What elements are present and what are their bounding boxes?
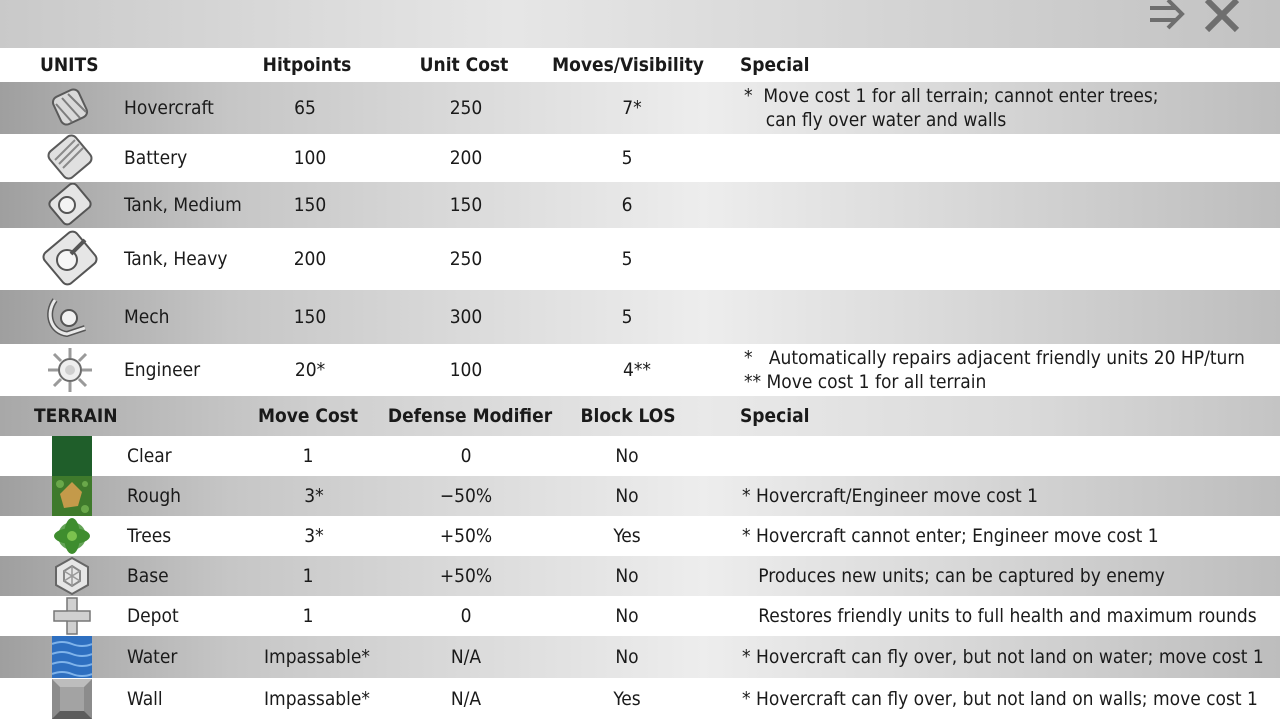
unit-hitpoints: 65 <box>294 97 316 119</box>
water-terrain-icon <box>50 636 94 678</box>
unit-row-mech[interactable] <box>0 290 1280 344</box>
terrain-name: Trees <box>127 525 172 547</box>
terrain-move-cost: 1 <box>302 605 314 627</box>
unit-hitpoints: 100 <box>293 147 327 169</box>
unit-hitpoints: 20* <box>294 359 326 381</box>
terrain-name: Wall <box>127 688 163 710</box>
depot-icon <box>50 596 94 636</box>
move-cost-header: Move Cost <box>257 405 359 427</box>
terrain-row-rough[interactable] <box>0 476 1280 516</box>
unit-row-hovercraft[interactable] <box>0 82 1280 134</box>
wall-terrain-icon <box>50 678 94 720</box>
defense-modifier-header: Defense Modifier <box>387 405 553 427</box>
unit-name: Mech <box>124 306 170 328</box>
unit-special: * Move cost 1 for all terrain; cannot enter trees; can fly over water and walls <box>744 85 1159 131</box>
terrain-title: TERRAIN <box>34 405 118 427</box>
terrain-special: * Hovercraft can fly over, but not land on walls; move cost 1 <box>742 688 1258 710</box>
hitpoints-header: Hitpoints <box>262 54 352 76</box>
terrain-special-header: Special <box>740 405 810 427</box>
terrain-move-cost: Impassable* <box>264 688 370 710</box>
mech-icon <box>40 290 100 344</box>
engineer-icon <box>40 344 100 396</box>
terrain-special: * Hovercraft can fly over, but not land on water; move cost 1 <box>742 646 1264 668</box>
terrain-special: * Hovercraft/Engineer move cost 1 <box>742 485 1039 507</box>
terrain-special: Restores friendly units to full health and maximum rounds <box>742 605 1257 627</box>
terrain-block-los: Yes <box>613 525 641 547</box>
unit-hitpoints: 150 <box>293 194 327 216</box>
heavy-tank-icon <box>38 228 102 290</box>
unit-row-battery[interactable] <box>0 134 1280 182</box>
trees-terrain-icon <box>50 516 94 556</box>
unit-moves: 5 <box>621 248 633 270</box>
unit-moves: 6 <box>621 194 633 216</box>
clear-terrain-icon <box>50 436 94 476</box>
terrain-name: Water <box>127 646 178 668</box>
terrain-block-los: No <box>615 565 639 587</box>
unit-name: Engineer <box>124 359 201 381</box>
terrain-name: Rough <box>127 485 182 507</box>
unit-cost: 250 <box>449 97 483 119</box>
terrain-move-cost: 3* <box>304 485 324 507</box>
terrain-name: Depot <box>127 605 179 627</box>
unit-row-medium-tank[interactable] <box>0 182 1280 228</box>
terrain-block-los: No <box>615 485 639 507</box>
unit-name: Hovercraft <box>124 97 214 119</box>
terrain-header-row <box>0 396 1280 436</box>
unit-moves: 5 <box>621 147 633 169</box>
terrain-block-los: Yes <box>613 688 641 710</box>
unit-hitpoints: 200 <box>293 248 327 270</box>
terrain-block-los: No <box>615 646 639 668</box>
terrain-row-water[interactable] <box>0 636 1280 678</box>
unit-moves: 7* <box>622 97 642 119</box>
unit-name: Tank, Medium <box>124 194 242 216</box>
base-icon <box>50 556 94 596</box>
unit-row-engineer[interactable] <box>0 344 1280 396</box>
terrain-block-los: No <box>615 445 639 467</box>
units-title: UNITS <box>40 54 99 76</box>
top-bar <box>0 0 1280 48</box>
terrain-row-wall[interactable] <box>0 678 1280 720</box>
unit-cost: 200 <box>449 147 483 169</box>
medium-tank-icon <box>40 182 100 228</box>
unit-name: Battery <box>124 147 188 169</box>
terrain-special: Produces new units; can be captured by enemy <box>742 565 1165 587</box>
unit-moves: 4** <box>623 359 651 381</box>
hovercraft-icon <box>40 82 100 134</box>
terrain-move-cost: 1 <box>302 565 314 587</box>
unit-cost-header: Unit Cost <box>419 54 509 76</box>
unit-cost: 250 <box>449 248 483 270</box>
unit-special: * Automatically repairs adjacent friendly units 20 HP/turn ** Move cost 1 for all terrain <box>744 347 1245 393</box>
terrain-move-cost: Impassable* <box>264 646 370 668</box>
units-special-header: Special <box>740 54 810 76</box>
terrain-row-base[interactable] <box>0 556 1280 596</box>
moves-visibility-header: Moves/Visibility <box>552 54 704 76</box>
terrain-row-clear[interactable] <box>0 436 1280 476</box>
terrain-special: * Hovercraft cannot enter; Engineer move cost 1 <box>742 525 1159 547</box>
unit-hitpoints: 150 <box>293 306 327 328</box>
unit-cost: 100 <box>449 359 483 381</box>
terrain-row-trees[interactable] <box>0 516 1280 556</box>
unit-name: Tank, Heavy <box>124 248 228 270</box>
close-x-icon[interactable] <box>1202 0 1242 32</box>
block-los-header: Block LOS <box>580 405 676 427</box>
terrain-defense-modifier: +50% <box>439 565 493 587</box>
unit-cost: 300 <box>449 306 483 328</box>
terrain-row-depot[interactable] <box>0 596 1280 636</box>
battery-icon <box>40 134 100 182</box>
terrain-move-cost: 1 <box>302 445 314 467</box>
unit-row-heavy-tank[interactable] <box>0 228 1280 290</box>
rough-terrain-icon <box>50 476 94 516</box>
terrain-defense-modifier: −50% <box>439 485 493 507</box>
terrain-defense-modifier: N/A <box>450 646 482 668</box>
unit-moves: 5 <box>621 306 633 328</box>
terrain-move-cost: 3* <box>304 525 324 547</box>
terrain-defense-modifier: 0 <box>460 605 472 627</box>
terrain-defense-modifier: +50% <box>439 525 493 547</box>
terrain-name: Base <box>127 565 169 587</box>
arrow-right-icon[interactable] <box>1146 0 1190 34</box>
terrain-block-los: No <box>615 605 639 627</box>
units-header-row <box>0 48 1280 82</box>
terrain-defense-modifier: 0 <box>460 445 472 467</box>
terrain-name: Clear <box>127 445 172 467</box>
terrain-defense-modifier: N/A <box>450 688 482 710</box>
unit-cost: 150 <box>449 194 483 216</box>
